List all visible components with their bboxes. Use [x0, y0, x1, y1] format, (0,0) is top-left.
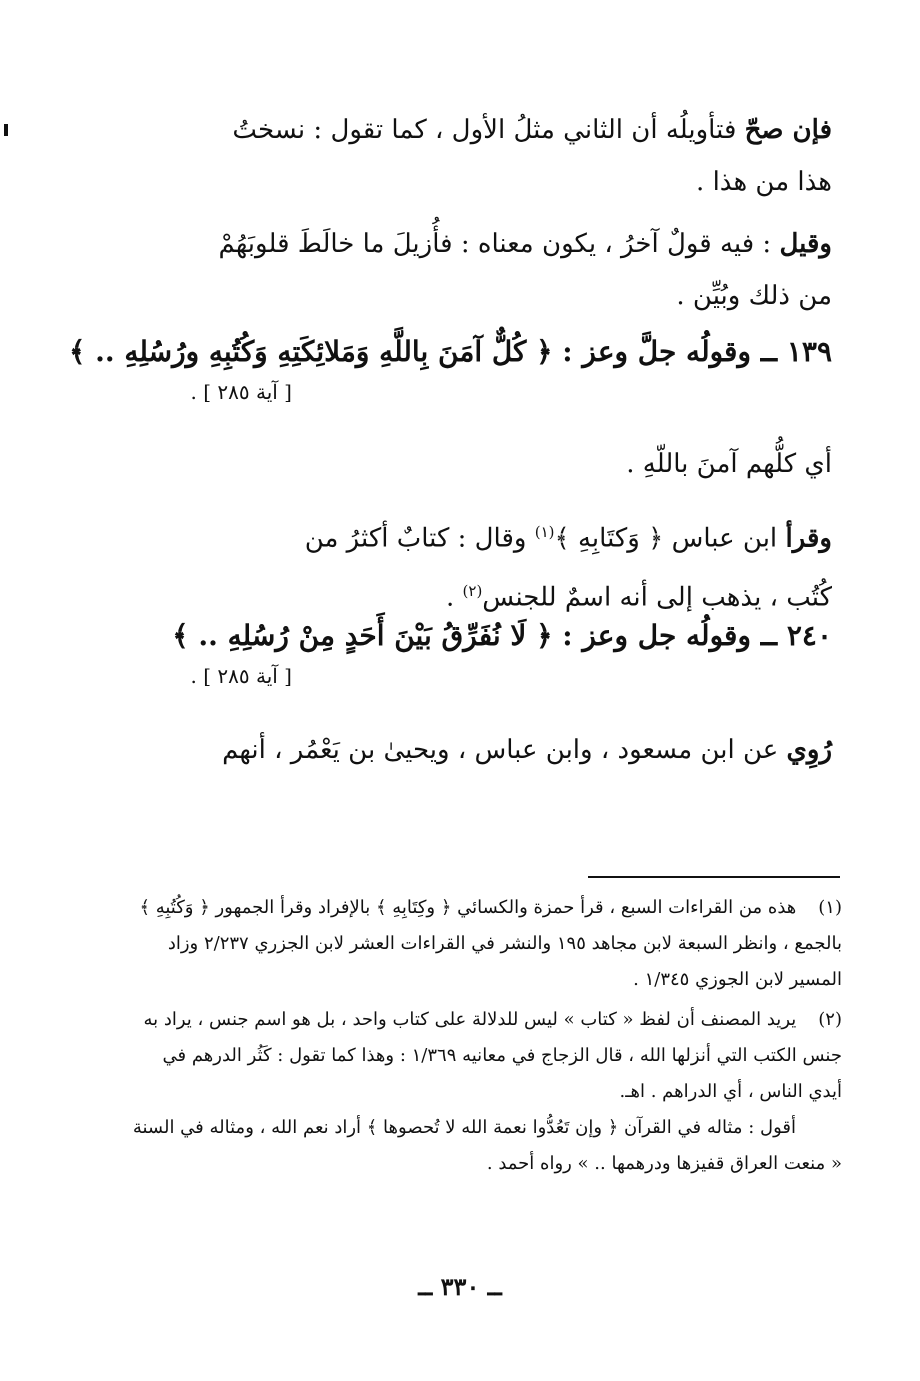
footnote-1-number: (١) [818, 897, 842, 918]
footnote-ref-2[interactable]: (٢) [462, 581, 483, 600]
footnote-2-line-1 [100, 1002, 842, 1038]
paragraph-1 [100, 104, 832, 208]
entry-240-ayah-ref: [ آية ٢٨٥ ] . [190, 664, 292, 688]
entry-240-heading: ٢٤٠ ــ وقولُه جل وعز : ﴿ لَا نُفَرِّقُ بَيْنَ أَحَدٍ مِنْ رُسُلِهِ .. ﴾ [172, 619, 832, 652]
footnote-2-line-4: أقول : مثاله في القرآن ﴿ وإن تَعُدُّوا نعمة الله لا تُحصوها ﴾ أراد نعم الله ، ومثاله في السنة [132, 1117, 796, 1138]
footnote-2-line-2: جنس الكتب التي أنزلها الله ، قال الزجاج في معانيه ١/٣٦٩ : وهذا كما تقول : كَثُر الدرهم في [162, 1045, 842, 1066]
footnote-1-line-1 [100, 890, 842, 926]
paragraph-2-text-2: من ذلك وبُيِّن . [676, 281, 832, 311]
paragraph-1-line-1 [100, 104, 832, 156]
paragraph-4 [100, 506, 832, 623]
paragraph-3-line-1: أي كلُّهم آمنَ باللّهِ . [626, 449, 832, 479]
paragraph-4-text-2b: . [445, 582, 463, 613]
footnote-2-line-5: « منعت العراق قفيزها ودرهمها .. » رواه أحمد . [486, 1153, 842, 1174]
footnote-2-line-3: أيدي الناس ، أي الدراهم . اهـ. [619, 1081, 842, 1102]
paragraph-2-text-1: : فيه قولٌ آخرُ ، يكون معناه : فأُزيلَ ما خالَطَ قلوبَهُمْ [218, 229, 772, 259]
paragraph-4-text-2a: كُتُب ، يذهب إلى أنه اسمٌ للجنس [482, 582, 832, 613]
paragraph-1-text-1: فتأويلُه أن الثاني مثلُ الأول ، كما تقول : نسختُ [232, 115, 737, 145]
paragraph-2-line-2 [100, 270, 832, 322]
paragraph-1-text-2: هذا من هذا . [696, 167, 832, 197]
paragraph-5 [100, 724, 832, 776]
entry-240 [100, 610, 832, 690]
paragraph-2 [100, 218, 832, 322]
paragraph-4-lead: وقرأ [785, 523, 832, 554]
footnote-separator [588, 876, 840, 878]
footnote-2 [100, 1002, 842, 1182]
footnote-1-text-1: هذه من القراءات السبع ، قرأ حمزة والكسائي ﴿ وكِتَابِهِ ﴾ بالإفراد وقرأ الجمهور ﴿ وَكُتُبِهِ ﴾ [139, 897, 797, 918]
footnote-ref-1[interactable]: (١) [534, 523, 555, 541]
paragraph-4-text-1a: ابن عباس ﴿ وَكتَابِهِ ﴾ [554, 523, 778, 554]
footnote-1-line-2: بالجمع ، وانظر السبعة لابن مجاهد ١٩٥ والنشر في القراءات العشر لابن الجزري ٢/٢٣٧ وزاد [167, 933, 842, 954]
page-number: ــ ٣٣٠ ــ [418, 1272, 502, 1301]
paragraph-4-text-1b: وقال : كتابٌ أكثرُ من [304, 523, 535, 554]
footnote-2-number: (٢) [818, 1009, 842, 1030]
margin-mark [4, 124, 8, 136]
footnote-1 [100, 890, 842, 998]
footnote-2-text-1: يريد المصنف أن لفظ « كتاب » ليس للدلالة على كتاب واحد ، بل هو اسم جنس ، يراد به [143, 1009, 797, 1030]
paragraph-2-line-1 [100, 218, 832, 270]
footnote-1-line-3: المسير لابن الجوزي ١/٣٤٥ . [633, 969, 842, 990]
paragraph-4-line-1 [100, 506, 832, 565]
entry-139 [68, 326, 832, 406]
paragraph-3 [100, 438, 832, 490]
paragraph-2-lead: وقيل [779, 229, 832, 259]
paragraph-5-line-1 [100, 724, 832, 776]
paragraph-5-lead: رُوِي [786, 735, 832, 765]
paragraph-1-line-2 [100, 156, 832, 208]
paragraph-1-lead: فإن صحّ [744, 115, 832, 145]
paragraph-5-text-1: عن ابن مسعود ، وابن عباس ، ويحيىٰ بن يَعْمُر ، أنهم [222, 735, 779, 765]
entry-139-ayah-ref: [ آية ٢٨٥ ] . [190, 380, 292, 404]
entry-139-heading: ١٣٩ ــ وقولُه جلَّ وعز : ﴿ كُلٌّ آمَنَ بِاللَّهِ وَمَلائِكَتِهِ وَكُتُبِهِ ورُسُلِهِ .. ﴾ [68, 335, 832, 368]
